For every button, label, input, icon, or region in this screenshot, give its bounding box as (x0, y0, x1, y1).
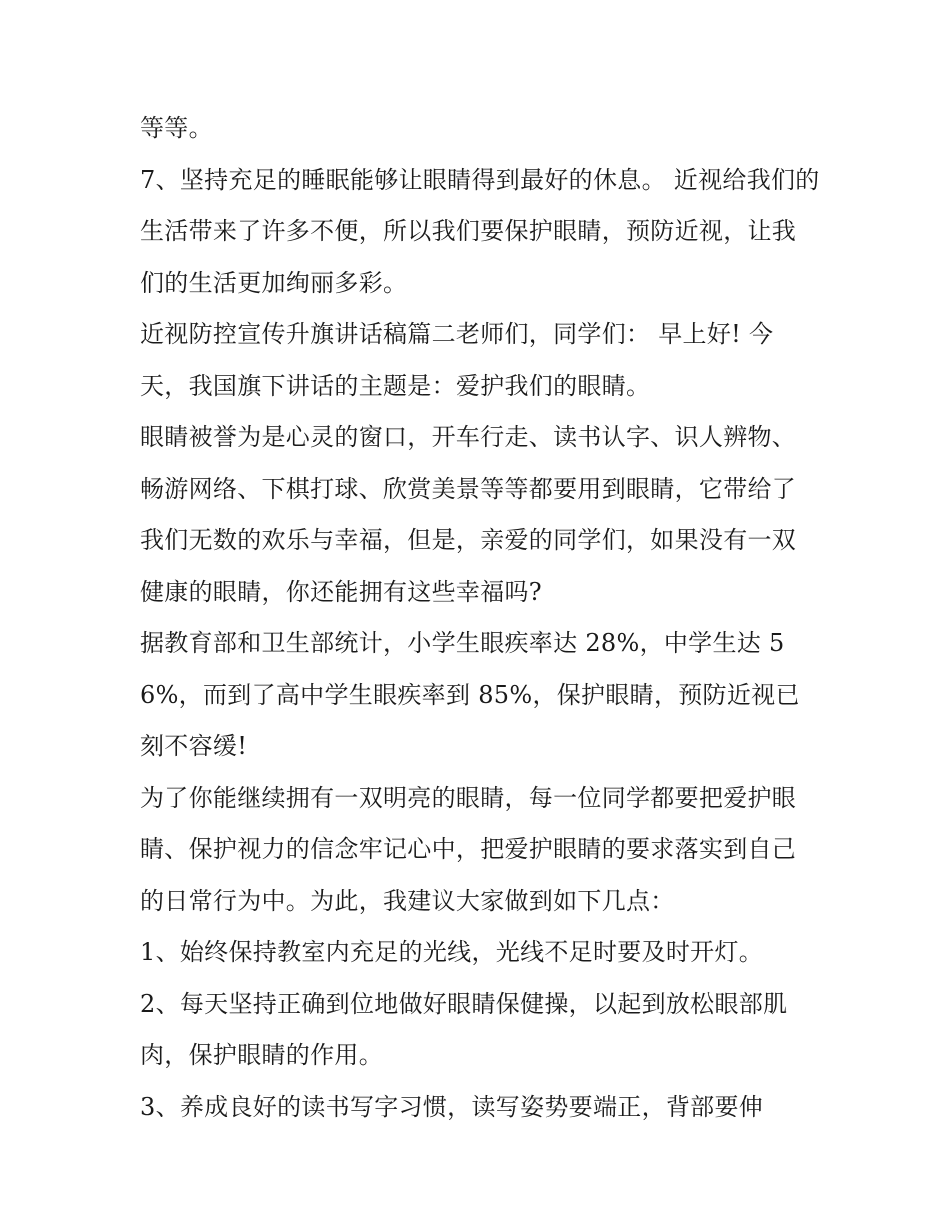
paragraph-tip-7: 7、坚持充足的睡眠能够让眼睛得到最好的休息。 近视给我们的生活带来了许多不便，所以我们要保护眼睛，预防近视，让我们的生活更加绚丽多彩。 (140, 165, 820, 297)
paragraph-tip-2: 2、每天坚持正确到位地做好眼睛保健操，以起到放松眼部肌肉，保护眼睛的作用。 (140, 989, 788, 1069)
paragraph-statistics: 据教育部和卫生部统计，小学生眼疾率达 28%，中学生达 56%，而到了高中学生眼疾率到 85%，保护眼睛，预防近视已刻不容缓! (140, 629, 800, 760)
paragraph-continuation: 等等。 (140, 114, 213, 142)
document-body (140, 103, 820, 1133)
paragraph-tip-3: 3、养成良好的读书写字习惯，读写姿势要端正，背部要伸 (140, 1092, 764, 1121)
paragraph-eyes-importance: 眼睛被誉为是心灵的窗口，开车行走、读书认字、识人辨物、畅游网络、下棋打球、欣赏美景等等都要用到眼睛，它带给了我们无数的欢乐与幸福，但是，亲爱的同学们，如果没有一双健康的眼睛，你还能拥有这些幸福吗? (140, 423, 797, 606)
paragraph-speech-opening: 近视防控宣传升旗讲话稿篇二老师们，同学们： 早上好! 今天，我国旗下讲话的主题是：爱护我们的眼睛。 (140, 320, 774, 400)
paragraph-tip-1: 1、始终保持教室内充足的光线，光线不足时要及时开灯。 (140, 938, 764, 966)
paragraph-suggestions-intro: 为了你能继续拥有一双明亮的眼睛，每一位同学都要把爱护眼睛、保护视力的信念牢记心中，把爱护眼睛的要求落实到自己的日常行为中。为此，我建议大家做到如下几点： (140, 783, 797, 915)
